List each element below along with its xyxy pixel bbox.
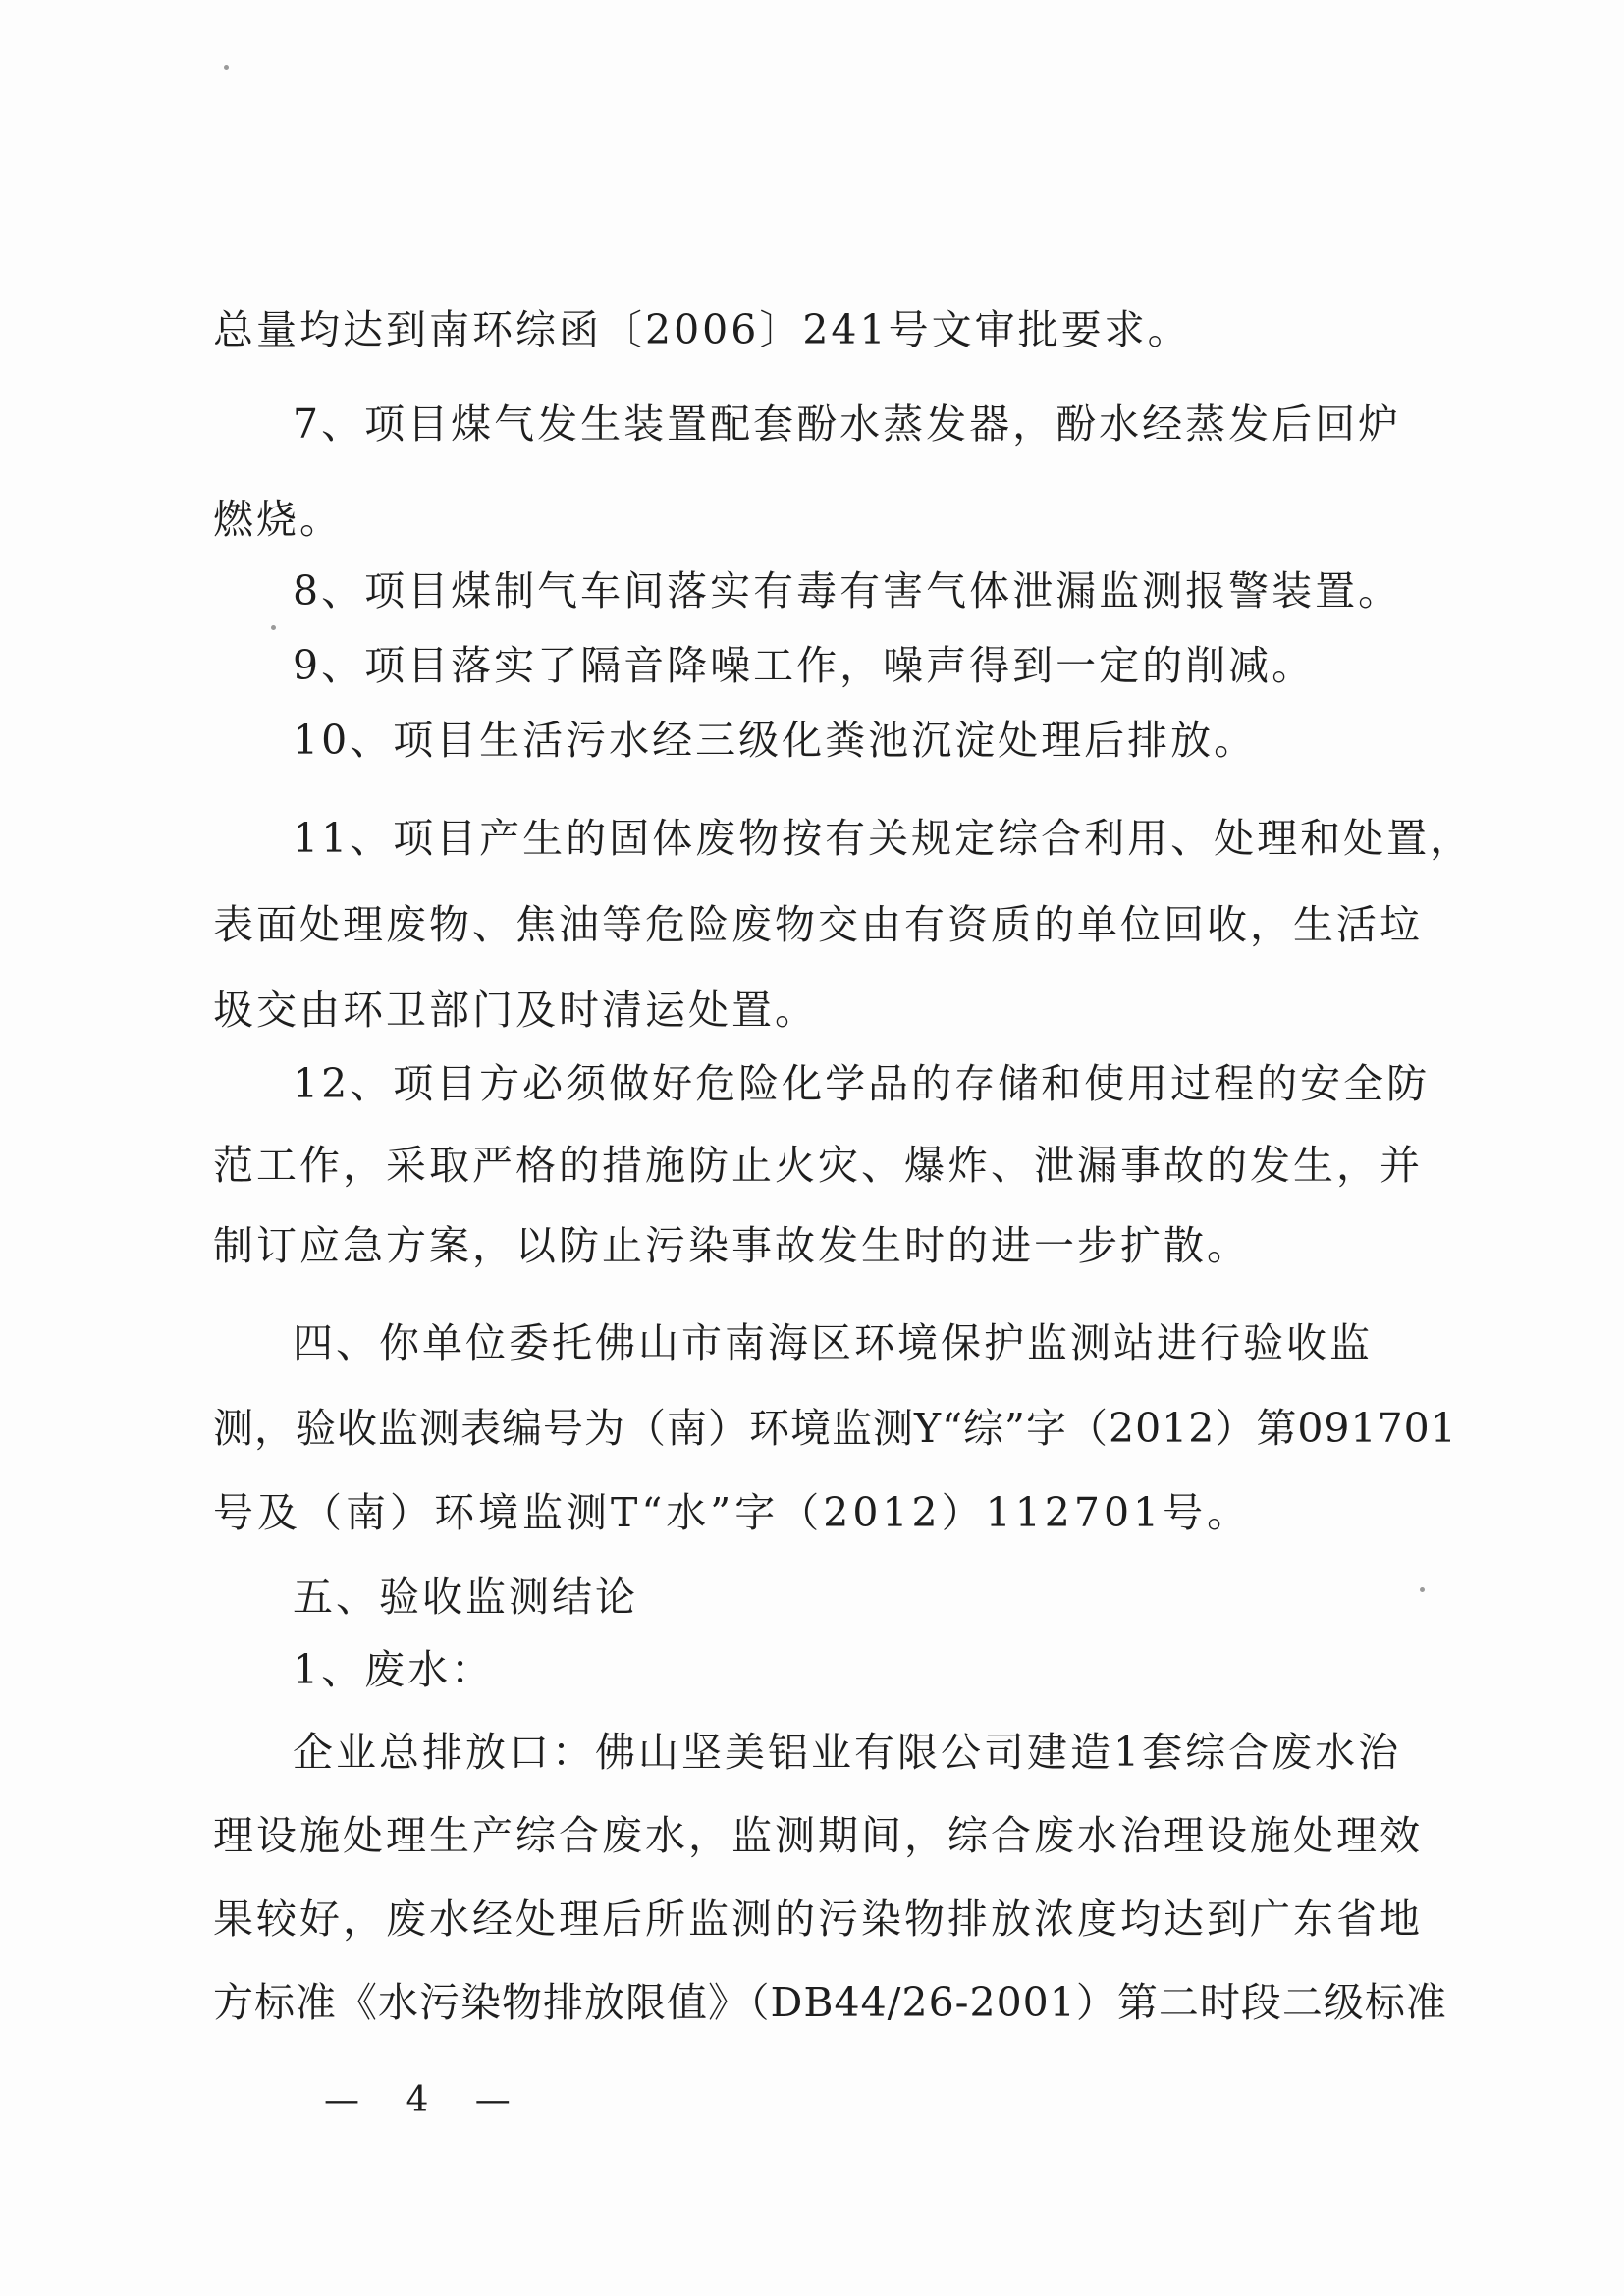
text-line: 四、你单位委托佛山市南海区环境保护监测站进行验收监 xyxy=(293,1319,1373,1366)
text-line: 12、项目方必须做好危险化学品的存储和使用过程的安全防 xyxy=(293,1060,1431,1107)
text-line: 总量均达到南环综函〔2006〕241号文审批要求。 xyxy=(213,306,1191,353)
scan-speck xyxy=(1420,1587,1425,1592)
text-line: 企业总排放口：佛山坚美铝业有限公司建造1套综合废水治 xyxy=(293,1729,1402,1776)
text-line: 7、项目煤气发生装置配套酚水蒸发器，酚水经蒸发后回炉 xyxy=(293,400,1402,448)
scan-speck xyxy=(224,65,229,70)
scan-speck xyxy=(271,625,276,630)
page-number: — 4 — xyxy=(324,2080,528,2120)
section-heading: 五、验收监测结论 xyxy=(293,1574,638,1621)
text-line: 圾交由环卫部门及时清运处置。 xyxy=(213,987,818,1034)
text-line: 范工作，采取严格的措施防止火灾、爆炸、泄漏事故的发生，并 xyxy=(213,1142,1423,1189)
text-line: 果较好，废水经处理后所监测的污染物排放浓度均达到广东省地 xyxy=(213,1896,1423,1943)
text-line: 11、项目产生的固体废物按有关规定综合利用、处理和处置， xyxy=(293,815,1474,862)
text-line: 10、项目生活污水经三级化粪池沉淀处理后排放。 xyxy=(293,717,1258,764)
text-line: 理设施处理生产综合废水，监测期间，综合废水治理设施处理效 xyxy=(213,1812,1423,1859)
text-line: 8、项目煤制气车间落实有毒有害气体泄漏监测报警装置。 xyxy=(293,567,1402,614)
text-line: 制订应急方案，以防止污染事故发生时的进一步扩散。 xyxy=(213,1222,1250,1269)
text-line: 燃烧。 xyxy=(213,496,343,543)
subsection-heading: 1、废水： xyxy=(293,1646,495,1693)
text-line: 号及（南）环境监测T“水”字（2012）112701号。 xyxy=(213,1489,1252,1536)
text-line: 方标准《水污染物排放限值》（DB44/26-2001）第二时段二级标准 xyxy=(213,1979,1447,2026)
text-line: 9、项目落实了隔音降噪工作，噪声得到一定的削减。 xyxy=(293,642,1316,689)
text-line: 测，验收监测表编号为（南）环境监测Y“综”字（2012）第091701 xyxy=(213,1405,1457,1452)
text-line: 表面处理废物、焦油等危险废物交由有资质的单位回收，生活垃 xyxy=(213,901,1423,948)
